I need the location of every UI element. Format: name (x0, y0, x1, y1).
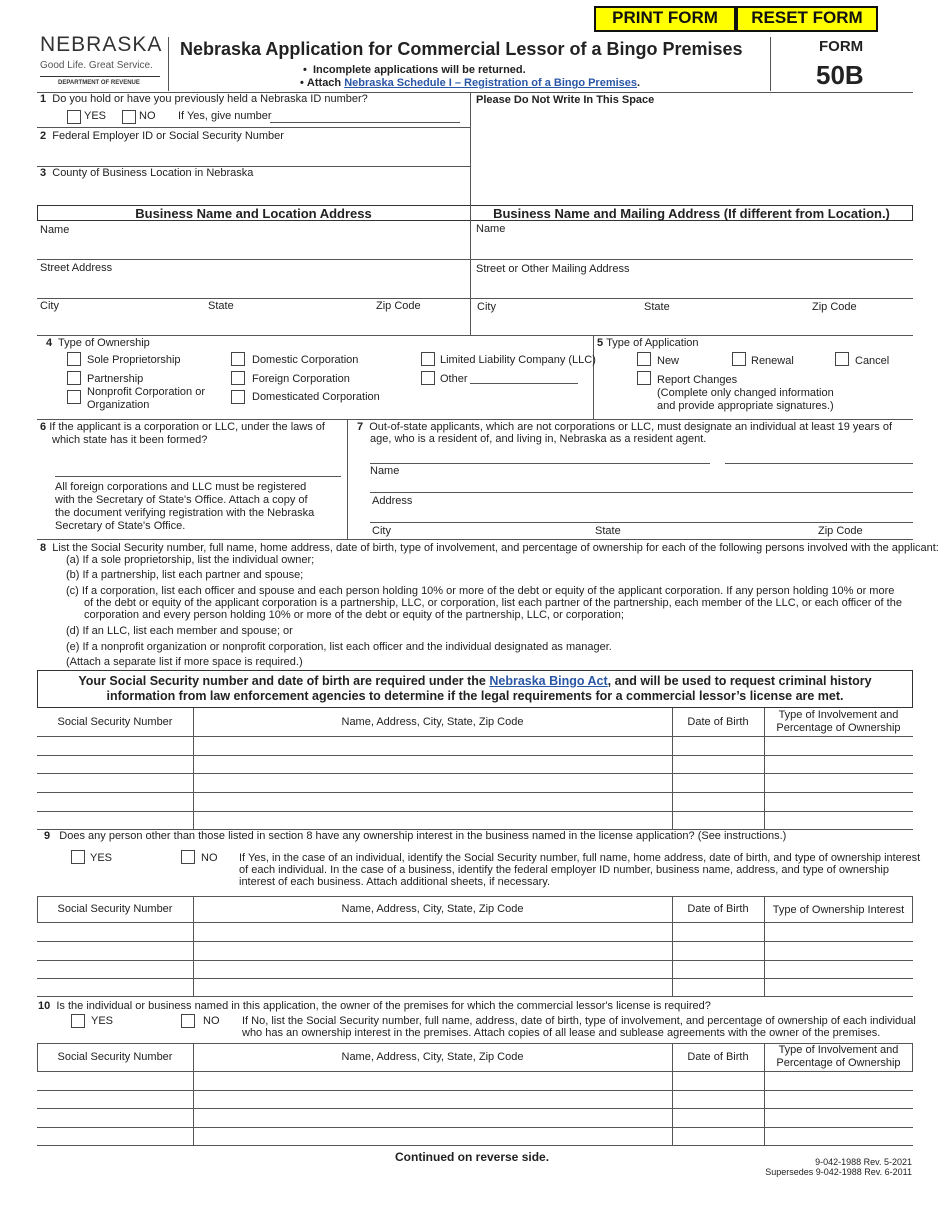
renewal-checkbox[interactable] (732, 352, 746, 366)
q10-no-checkbox[interactable] (181, 1014, 195, 1028)
q1-question: 1 Do you hold or have you previously held a Nebraska ID number? (40, 93, 368, 105)
report-note-2: and provide appropriate signatures.) (657, 400, 834, 412)
form-label: FORM (819, 38, 864, 55)
continued-note: Continued on reverse side. (395, 1150, 550, 1164)
q9-note-1: If Yes, in the case of an individual, identify the Social Security number, full name, home address, date of birth, and type of ownership interest (239, 852, 921, 864)
q9-col-type: Type of Ownership Interest (772, 904, 905, 916)
q6-note-4: Secretary of State's Office. (55, 520, 186, 532)
mailing-zip-label: Zip Code (812, 301, 857, 313)
mailing-street-label: Street or Other Mailing Address (476, 263, 630, 275)
other-input-field[interactable] (470, 383, 578, 384)
new-label: New (657, 355, 680, 367)
q8-item-b: (b) If a partnership, list each partner and spouse; (66, 569, 304, 581)
report-changes-checkbox[interactable] (637, 371, 651, 385)
q7-city-label: City (372, 525, 391, 537)
revision-number: 9-042-1988 Rev. 5-2021 (815, 1157, 912, 1167)
foreign-corporation-checkbox[interactable] (231, 371, 245, 385)
foreign-corporation-label: Foreign Corporation (252, 373, 350, 385)
report-changes-label: Report Changes (657, 374, 738, 386)
domesticated-corporation-label: Domesticated Corporation (252, 391, 380, 403)
q8-text: 8 List the Social Security number, full name, home address, date of birth, type of involvement, and percentage of ownership for each of the following persons involved with the applicant: (40, 542, 939, 554)
q8-item-a: (a) If a sole proprietorship, list the individual owner; (66, 554, 315, 566)
new-checkbox[interactable] (637, 352, 651, 366)
domestic-corporation-label: Domestic Corporation (252, 354, 359, 366)
q1-no-label: NO (139, 110, 156, 122)
q7-address-label: Address (372, 495, 413, 507)
mailing-heading: Business Name and Mailing Address (If different from Location.) (493, 206, 890, 221)
q8-notice-2: information from law enforcement agencies to determine if the legal requirements for a commercial lessor’s license are met. (106, 689, 844, 703)
nonprofit-label-2: Organization (87, 399, 150, 411)
q10-yes-checkbox[interactable] (71, 1014, 85, 1028)
schedule-i-link[interactable]: Nebraska Schedule I – Registration of a Bingo Premises (344, 77, 638, 89)
mailing-state-label: State (644, 301, 670, 313)
supersedes-note: Supersedes 9-042-1988 Rev. 6-2011 (765, 1167, 912, 1177)
q1-yes-label: YES (84, 110, 107, 122)
q6-text-2: which state has it been formed? (52, 434, 208, 446)
sole-proprietorship-checkbox[interactable] (67, 352, 81, 366)
location-zip-label: Zip Code (376, 300, 421, 312)
q8-col-type-1: Type of Involvement and (778, 709, 899, 721)
partnership-label: Partnership (87, 373, 144, 385)
q1-if-yes-label: If Yes, give number (178, 110, 272, 122)
q8-attach-note: (Attach a separate list if more space is required.) (66, 656, 303, 668)
q10-col-ssn: Social Security Number (57, 1051, 173, 1063)
nonprofit-checkbox[interactable] (67, 390, 81, 404)
q8-table-rows[interactable] (37, 737, 913, 829)
bullet-incomplete: • Incomplete applications will be returned. (303, 64, 526, 76)
q10-col-type-1: Type of Involvement and (778, 1044, 899, 1056)
q7-name-label: Name (370, 465, 400, 477)
q1-no-checkbox[interactable] (122, 110, 136, 124)
q7-text-2: age, who is a resident of, and living in, Nebraska as a resident agent. (370, 433, 707, 445)
q5-label: 5 Type of Application (597, 337, 699, 349)
q8-col-dob: Date of Birth (687, 716, 749, 728)
other-label: Other (440, 373, 468, 385)
partnership-checkbox[interactable] (67, 371, 81, 385)
q10-col-type-2: Percentage of Ownership (776, 1057, 901, 1069)
q3-label: 3 County of Business Location in Nebraska (40, 167, 254, 179)
location-name-label: Name (40, 224, 70, 236)
reset-form-button[interactable]: RESET FORM (736, 6, 878, 32)
q9-text: 9 Does any person other than those listed in section 8 have any ownership interest in the business named in the license application? (See instructions.) (44, 830, 787, 842)
mailing-name-label: Name (476, 223, 506, 235)
bullet-attach: • Attach Nebraska Schedule I – Registration of a Bingo Premises. (300, 77, 641, 89)
q8-col-type-2: Percentage of Ownership (776, 722, 901, 734)
q8-item-d: (d) If an LLC, list each member and spouse; or (66, 625, 293, 637)
q9-col-ssn: Social Security Number (57, 903, 173, 915)
q6-text-1: 6 If the applicant is a corporation or LLC, under the laws of (40, 421, 325, 433)
nonprofit-label-1: Nonprofit Corporation or (87, 386, 206, 398)
q9-yes-label: YES (90, 852, 113, 864)
cancel-checkbox[interactable] (835, 352, 849, 366)
q10-text: 10 Is the individual or business named in this application, the owner of the premises for which the commercial lessor's license is required? (38, 1000, 711, 1012)
q7-text-1: 7 Out-of-state applicants, which are not corporations or LLC, must designate an individual at least 19 years of (357, 421, 893, 433)
llc-label: Limited Liability Company (LLC) (440, 354, 596, 366)
domestic-corporation-checkbox[interactable] (231, 352, 245, 366)
mailing-city-label: City (477, 301, 496, 313)
q9-yes-checkbox[interactable] (71, 850, 85, 864)
q7-state-label: State (595, 525, 621, 537)
q1-yes-checkbox[interactable] (67, 110, 81, 124)
q10-note-1: If No, list the Social Security number, full name, address, date of birth, type of involvement, and percentage of ownership of each individual (242, 1015, 916, 1027)
print-form-button[interactable]: PRINT FORM (594, 6, 736, 32)
q6-note-1: All foreign corporations and LLC must be registered (55, 481, 307, 493)
q9-no-label: NO (201, 852, 218, 864)
q9-note-2: of each individual. In the case of a business, identify the federal employer ID number, business name, address, and type of ownership (239, 864, 889, 876)
other-checkbox[interactable] (421, 371, 435, 385)
q7-zip-label: Zip Code (818, 525, 863, 537)
q10-col-name: Name, Address, City, State, Zip Code (341, 1051, 524, 1063)
logo-tagline: Good Life. Great Service. (40, 60, 153, 71)
q10-no-label: NO (203, 1015, 220, 1027)
q4-label: 4 Type of Ownership (46, 337, 150, 349)
location-city-label: City (40, 300, 59, 312)
q10-yes-label: YES (91, 1015, 114, 1027)
q8-notice-1: Your Social Security number and date of birth are required under the Nebraska Bingo Act, and will be used to request criminal history (78, 674, 872, 688)
office-use-label: Please Do Not Write In This Space (476, 94, 655, 106)
location-street-label: Street Address (40, 262, 113, 274)
q10-col-dob: Date of Birth (687, 1051, 749, 1063)
q2-label: 2 Federal Employer ID or Social Security Number (40, 130, 284, 142)
llc-checkbox[interactable] (421, 352, 435, 366)
q9-no-checkbox[interactable] (181, 850, 195, 864)
q8-col-ssn: Social Security Number (57, 716, 173, 728)
q9-col-name: Name, Address, City, State, Zip Code (341, 903, 524, 915)
q8-item-c-1: (c) If a corporation, list each officer and spouse and each person holding 10% or more of the debt or equity of the applicant corporation. If any person holding 10% or more (66, 585, 895, 597)
q8-item-c-3: corporation and every person holding 10% or more of the debt or equity of the partnership, LLC, or corporation; (84, 609, 624, 621)
q10-table-rows[interactable] (37, 1073, 913, 1145)
sole-proprietorship-label: Sole Proprietorship (87, 354, 181, 366)
nebraska-bingo-act-link[interactable]: Nebraska Bingo Act (489, 674, 608, 688)
form-title: Nebraska Application for Commercial Lessor of a Bingo Premises (180, 39, 743, 59)
renewal-label: Renewal (751, 355, 794, 367)
nebraska-logo: NEBRASKA (40, 33, 163, 56)
q6-note-3: the document verifying registration with the Nebraska (55, 507, 315, 519)
department-label: DEPARTMENT OF REVENUE (58, 80, 140, 86)
q9-table-rows[interactable] (37, 924, 913, 996)
location-state-label: State (208, 300, 234, 312)
q1-id-number-field[interactable] (270, 122, 460, 123)
domesticated-corporation-checkbox[interactable] (231, 390, 245, 404)
q9-col-dob: Date of Birth (687, 903, 749, 915)
q10-note-2: who has an ownership interest in the premises. Attach copies of all lease and sublease agreements with the owner of the premises. (242, 1027, 881, 1039)
q6-note-2: with the Secretary of State's Office. Attach a copy of (55, 494, 308, 506)
q9-note-3: interest of each business. Attach additional sheets, if necessary. (239, 876, 551, 888)
form-number: 50B (816, 60, 864, 90)
q8-col-name: Name, Address, City, State, Zip Code (341, 716, 524, 728)
location-heading: Business Name and Location Address (135, 206, 372, 221)
q8-item-c-2: of the debt or equity of the applicant corporation is a partnership, LLC, or corporation, list each partner of the partnership, each member of the LLC, or each officer of the (84, 597, 902, 609)
q6-state-field[interactable] (55, 476, 341, 477)
report-note-1: (Complete only changed information (657, 387, 834, 399)
cancel-label: Cancel (855, 355, 890, 367)
q8-item-e: (e) If a nonprofit organization or nonprofit corporation, list each officer and the individual designated as manager. (66, 641, 612, 653)
